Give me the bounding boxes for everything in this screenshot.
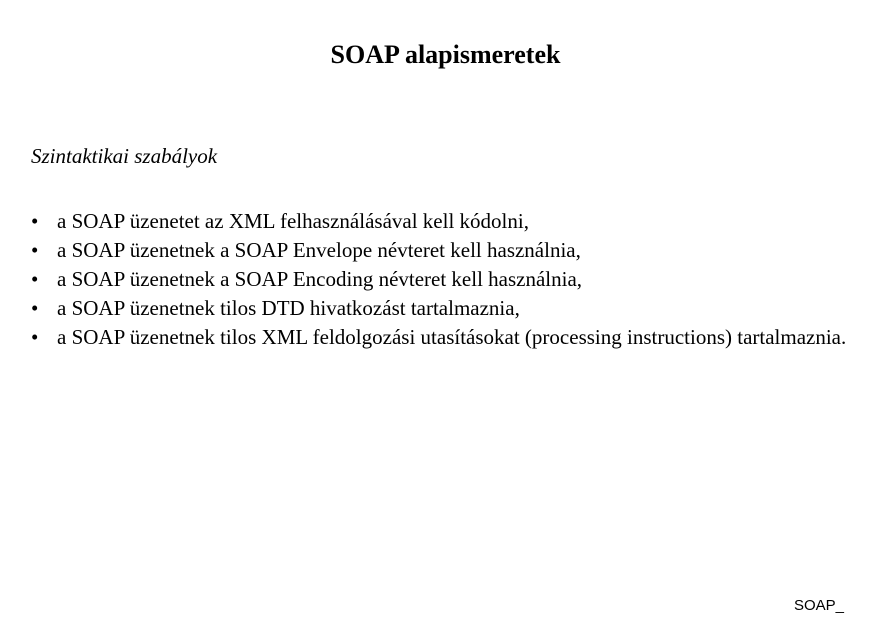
rule-text: a SOAP üzenetet az XML felhasználásával kell kódolni, bbox=[57, 209, 529, 233]
bullet-icon: • bbox=[31, 267, 39, 291]
list-item bbox=[31, 207, 857, 236]
list-item bbox=[31, 323, 857, 352]
bullet-icon: • bbox=[31, 238, 39, 262]
bullet-icon: • bbox=[31, 209, 39, 233]
list-item bbox=[31, 265, 857, 294]
list-item bbox=[31, 294, 857, 323]
section-subtitle: Szintaktikai szabályok bbox=[31, 144, 218, 168]
rule-text: a SOAP üzenetnek a SOAP Encoding névteret kell használnia, bbox=[57, 267, 583, 291]
rules-list bbox=[31, 207, 857, 352]
bullet-icon: • bbox=[31, 325, 39, 349]
rule-text: a SOAP üzenetnek a SOAP Envelope névteret kell használnia, bbox=[57, 238, 581, 262]
list-item bbox=[31, 236, 857, 265]
page-title: SOAP alapismeretek bbox=[330, 40, 561, 69]
rule-text: a SOAP üzenetnek tilos XML feldolgozási utasításokat (processing instructions) tartalmaznia. bbox=[57, 325, 847, 349]
footer-label: SOAP_ bbox=[793, 597, 844, 614]
bullet-icon: • bbox=[31, 296, 39, 320]
rule-text: a SOAP üzenetnek tilos DTD hivatkozást tartalmaznia, bbox=[57, 296, 520, 320]
